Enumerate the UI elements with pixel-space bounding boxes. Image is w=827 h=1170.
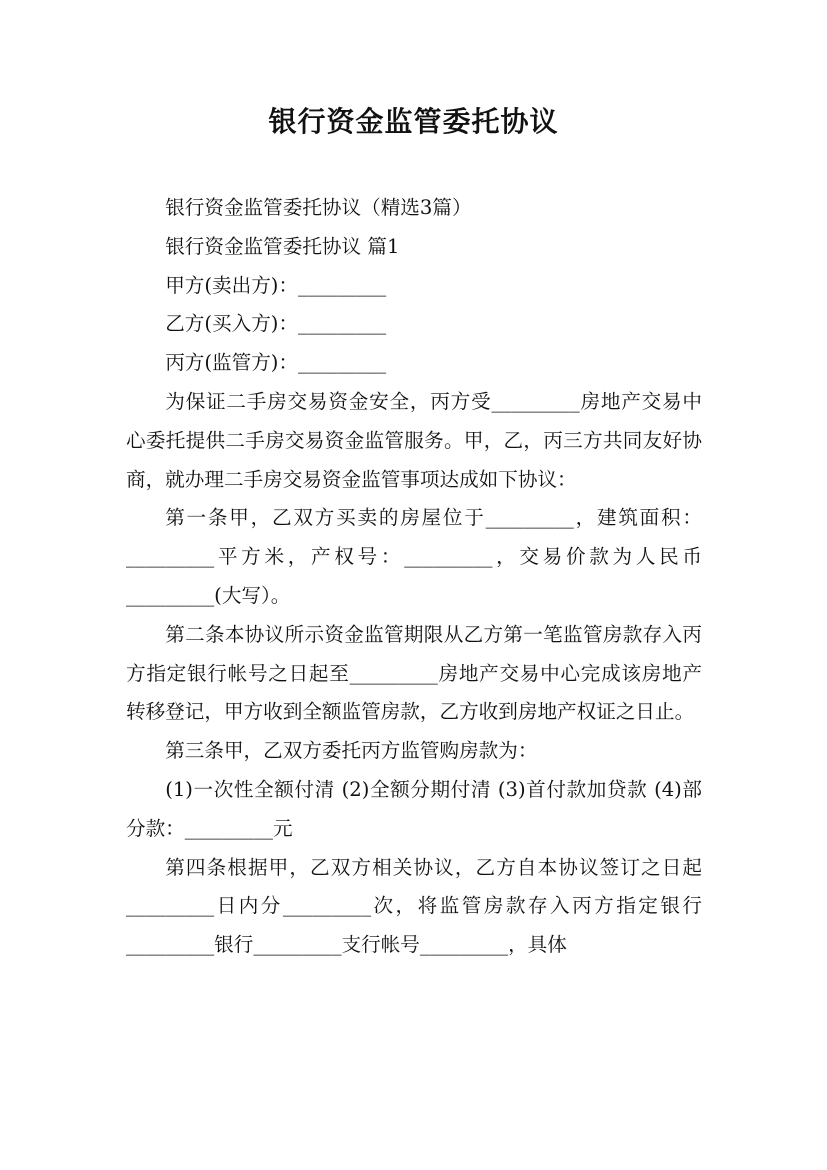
document-body bbox=[126, 189, 702, 965]
paragraph-article-2: 第二条本协议所示资金监管期限从乙方第一笔监管房款存入丙方指定银行帐号之日起至_________房地产交易中心完成该房地产转移登记，甲方收到全额监管房款，乙方收到房地产权证之日止。 bbox=[126, 622, 702, 724]
paragraph-party-a: 甲方(卖出方)：_________ bbox=[165, 273, 387, 297]
paragraph-payment-options: (1)一次性全额付清 (2)全额分期付清 (3)首付款加贷款 (4)部分款：_________元 bbox=[126, 777, 702, 840]
paragraph-article-4: 第四条根据甲，乙双方相关协议，乙方自本协议签订之日起_________日内分_________次，将监管房款存入丙方指定银行_________银行_________支行帐号_________，具体 bbox=[126, 855, 702, 957]
paragraph-subtitle: 银行资金监管委托协议（精选3篇） bbox=[165, 196, 472, 219]
paragraph-party-c: 丙方(监管方)：_________ bbox=[165, 351, 387, 375]
paragraph-article-1: 第一条甲，乙双方买卖的房屋位于_________，建筑面积：_________平方米，产权号：_________，交易价款为人民币_________(大写）。 bbox=[126, 506, 702, 607]
paragraph-party-b: 乙方(买入方)：_________ bbox=[165, 312, 387, 336]
paragraph-preamble: 为保证二手房交易资金安全，丙方受_________房地产交易中心委托提供二手房交易资金监管服务。甲，乙，丙三方共同友好协商，就办理二手房交易资金监管事项达成如下协议： bbox=[126, 389, 702, 491]
document-title: 银行资金监管委托协议 bbox=[268, 105, 559, 138]
paragraph-section-heading: 银行资金监管委托协议 篇1 bbox=[165, 234, 400, 258]
paragraph-article-3: 第三条甲，乙双方委托丙方监管购房款为： bbox=[165, 739, 538, 763]
